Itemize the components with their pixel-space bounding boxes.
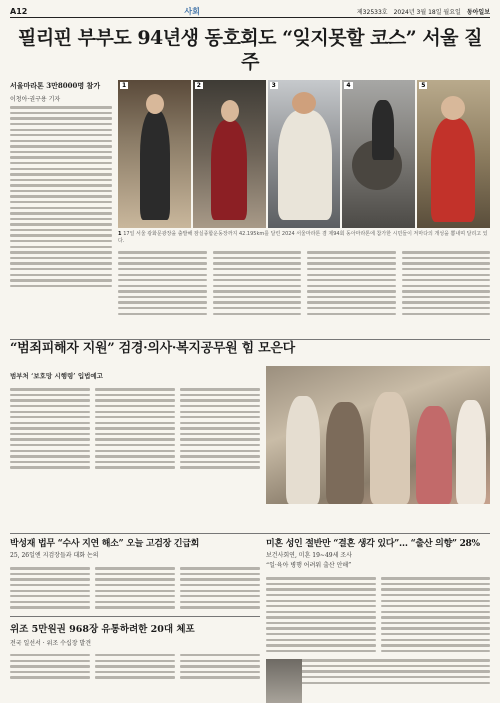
marathon-photo-1: 1 <box>118 80 191 228</box>
marathon-story <box>10 80 490 335</box>
issue-number: 제32533호 <box>356 9 388 16</box>
marathon-photo-caption: 1 17일 서울 광화문광장을 출발해 잠실종합운동장까지 42.195km를 달린 2024 서울마라톤 겸 제94회 동아마라톤에 참가한 시민들이 저마다의 개성을 뽐내며 달리고 있다. <box>118 231 488 244</box>
justice-minister-headline: 박성재 법무 “수사 지연 해소” 오늘 고검장 긴급회 <box>10 539 200 549</box>
counterfeit-headline: 위조 5만원권 968장 유통하려한 20대 체포 <box>10 623 195 635</box>
masthead <box>10 6 490 18</box>
section-label: 사회 <box>184 7 200 16</box>
marathon-byline: 이청아·권구용 기자 <box>10 96 61 103</box>
marriage-survey-subtitle: 보건사회연, 미혼 19~49세 조사 <box>266 552 352 559</box>
victim-support-headline: “범죄피해자 지원” 검경·의사·복지공무원 힘 모은다 <box>10 341 295 356</box>
paper-name: 동아일보 <box>466 9 490 16</box>
page-number: A12 <box>10 7 28 16</box>
counterfeit-subtitle: 전국 일선서 · 위조 수십장 발견 <box>10 639 91 647</box>
marathon-headline: 필리핀 부부도 94년생 동호회도 “잊지못할 코스” 서울 질주 <box>17 27 483 73</box>
marathon-body-columns <box>118 248 490 318</box>
marathon-body-text <box>10 106 112 287</box>
marathon-photo-2: 2 <box>193 80 266 228</box>
marathon-photo-strip <box>118 80 490 228</box>
victim-support-story <box>10 341 490 529</box>
section-divider-2 <box>10 533 490 534</box>
justice-minister-story <box>10 538 260 682</box>
marriage-survey-headline: 미혼 성인 절반만 “결혼 생각 있다”… “출산 의향” 28% <box>266 539 480 549</box>
issue-date: 2024년 3월 18일 월요일 <box>393 9 461 16</box>
victim-support-text <box>10 368 260 472</box>
victim-support-subhead: 범부처 ‘보호망 시행령’ 입법예고 <box>10 372 103 380</box>
marriage-survey-story <box>266 538 490 703</box>
justice-minister-subtitle: 25, 26일엔 지검장들과 대화 논의 <box>10 552 99 559</box>
masthead-info <box>357 7 490 16</box>
columnist-photo <box>266 659 302 703</box>
marathon-photo-5: 5 <box>417 80 490 228</box>
lower-section <box>10 538 490 698</box>
marathon-photo-4: 4 <box>342 80 415 228</box>
marathon-photo-3: 3 <box>268 80 341 228</box>
wedding-fair-photo <box>266 366 490 504</box>
marathon-subhead-1: 서울마라톤 3만8000명 참가 <box>10 81 101 90</box>
marriage-survey-subtitle-2: “일·육아 병행 어려워 출산 안해” <box>266 562 352 569</box>
marathon-lead-column <box>10 80 112 290</box>
